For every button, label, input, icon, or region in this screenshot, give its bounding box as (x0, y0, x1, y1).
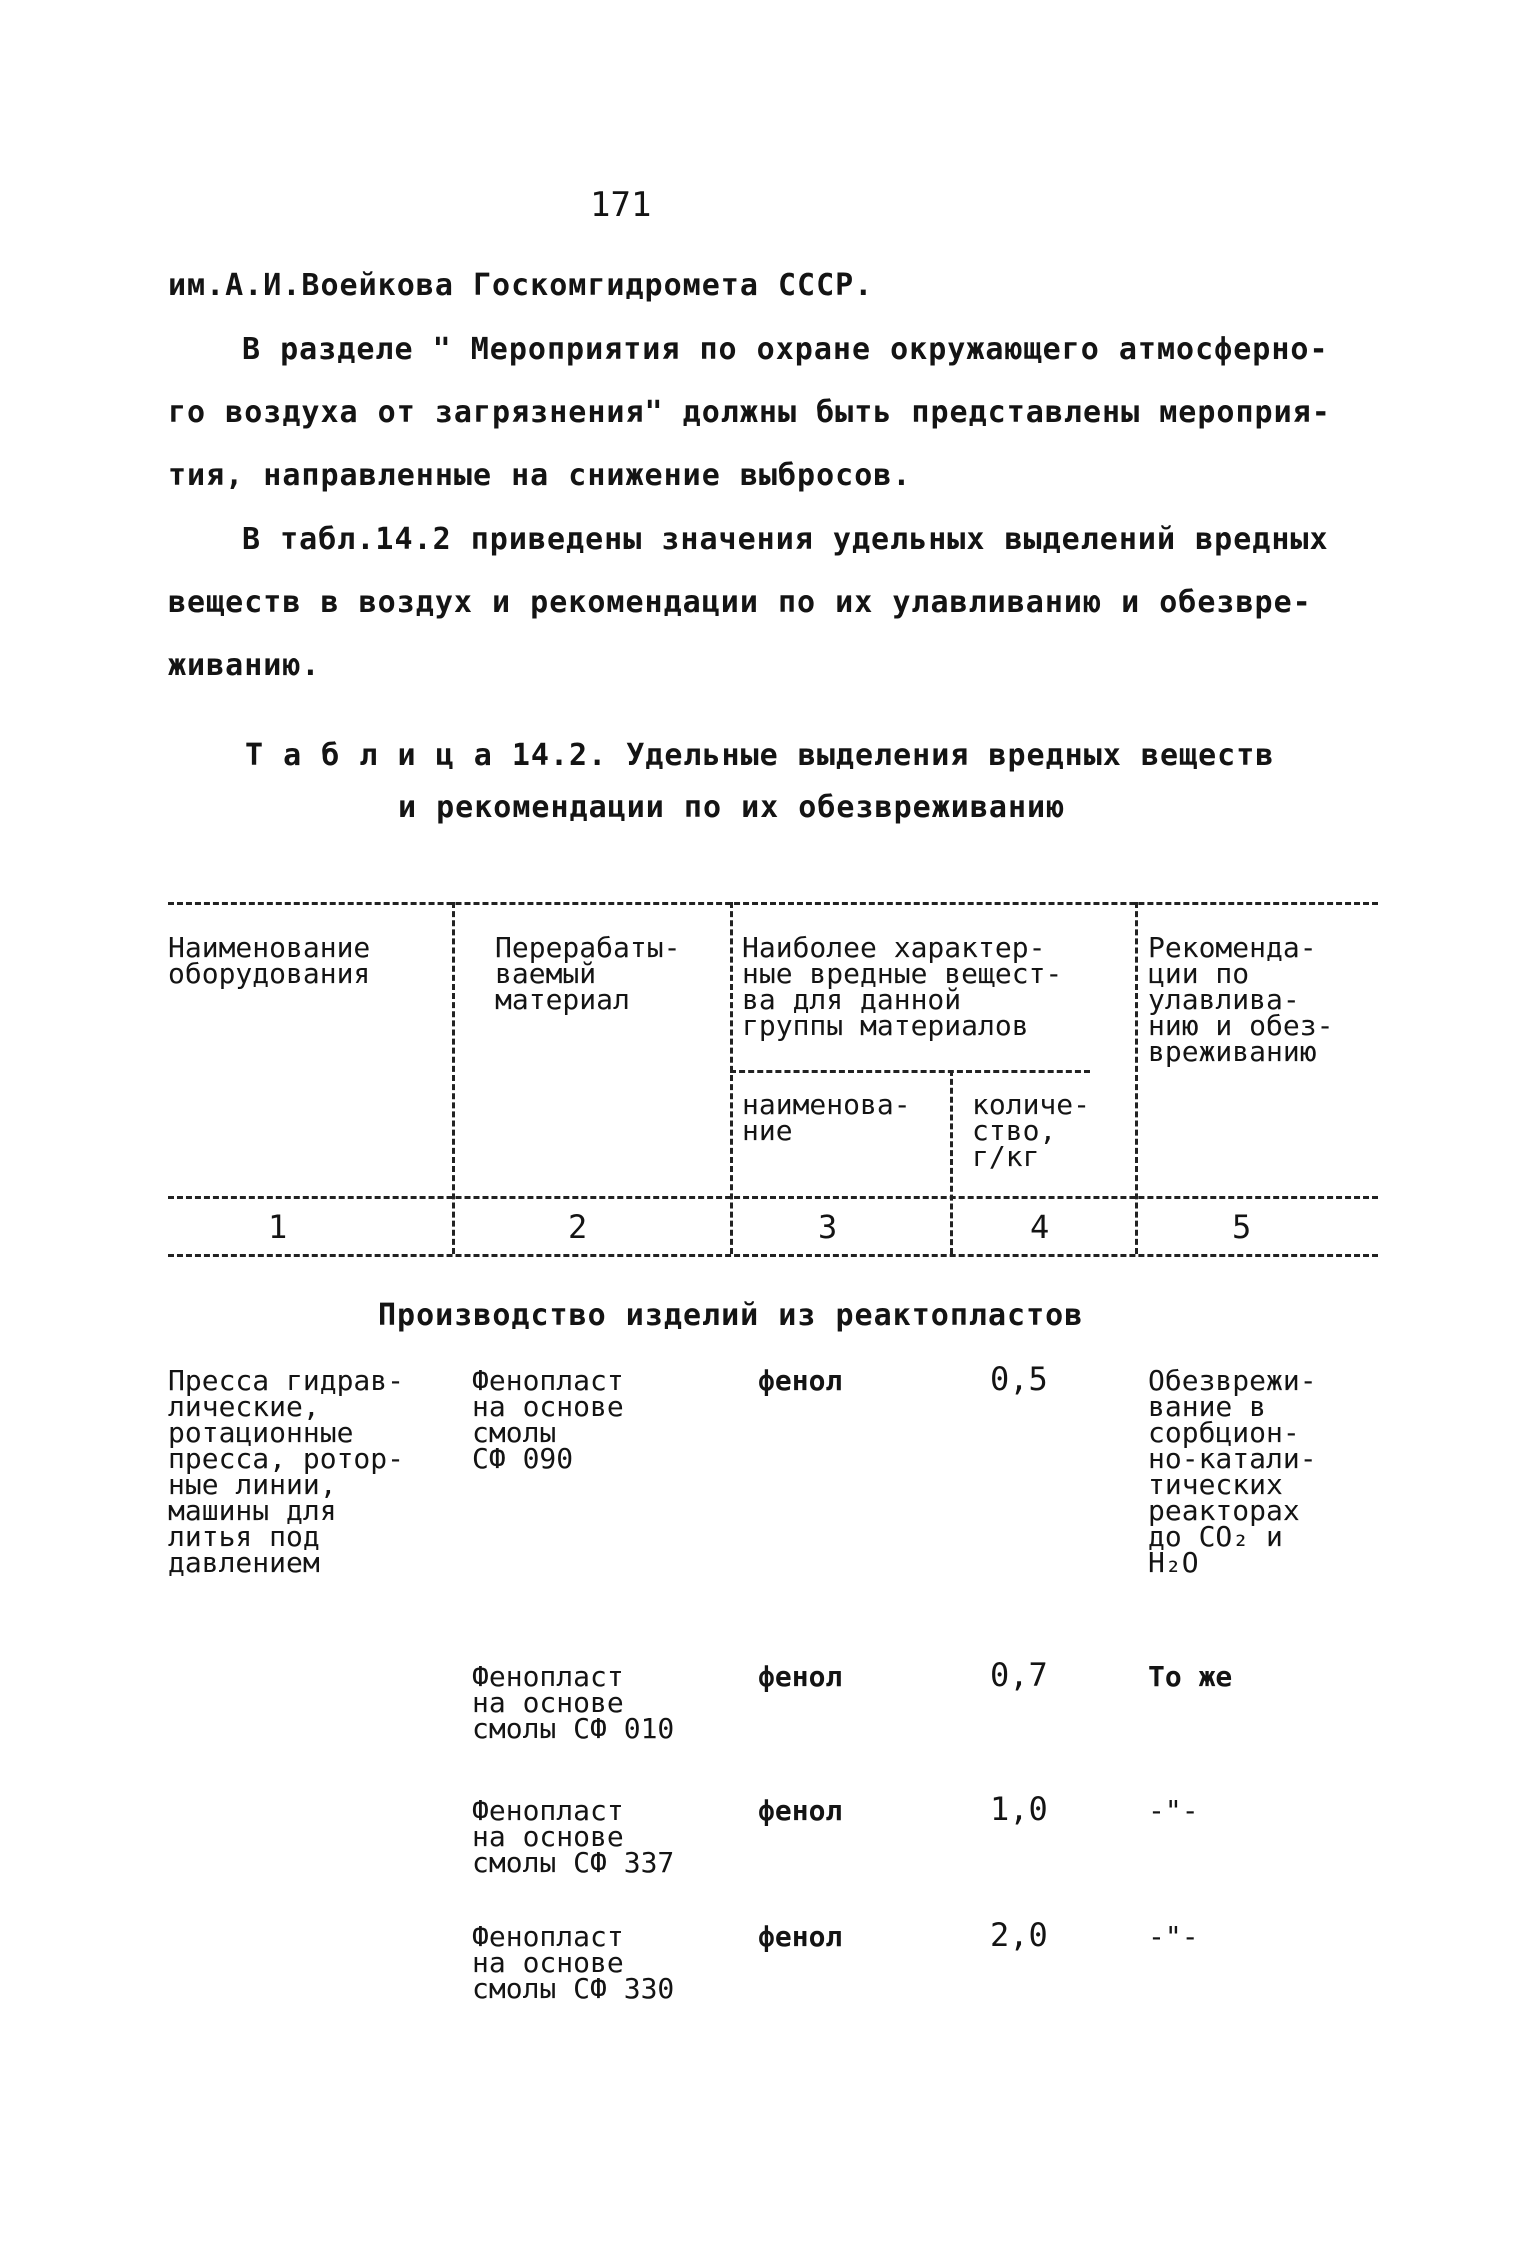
table-column-divider (452, 902, 455, 1254)
header-material: Перерабаты- ваемый материал (495, 931, 681, 1016)
table-top-rule (168, 902, 1378, 905)
material-cell: Фенопласт на основе смолы СФ 010 (472, 1660, 675, 1745)
column-number: 5 (1232, 1208, 1252, 1246)
column-number: 4 (1030, 1208, 1050, 1246)
amount-cell: 0,7 (990, 1656, 1048, 1694)
paragraph-line: им.А.И.Воейкова Госкомгидромета СССР. (168, 268, 874, 303)
table-caption-line2: и рекомендации по их обезвреживанию (398, 790, 1066, 825)
recommendation-cell: Обезврежи- вание в сорбцион- но-катали- тических реакторах до CO₂ и H₂O (1148, 1364, 1317, 1579)
material-cell: Фенопласт на основе смолы СФ 337 (472, 1794, 675, 1879)
recommendation-cell: -"- (1148, 1794, 1199, 1827)
page-number: 171 (590, 185, 652, 225)
column-number: 1 (268, 1208, 288, 1246)
table-column-numbers-rule (168, 1254, 1378, 1257)
section-title: Производство изделий из реактопластов (378, 1298, 1084, 1333)
table-column-divider (950, 1070, 953, 1254)
substance-cell: фенол (758, 1364, 843, 1397)
paragraph-line: го воздуха от загрязнения" должны быть представлены мероприя- (168, 395, 1331, 430)
header-quantity: количе- ство, г/кг (972, 1088, 1091, 1173)
table-subheader-rule (730, 1070, 1090, 1073)
amount-cell: 1,0 (990, 1790, 1048, 1828)
table-column-divider (1135, 902, 1138, 1254)
equipment-cell: Пресса гидрав- лические, ротационные пресса, ротор- ные линии, машины для литья под давлением (168, 1364, 405, 1579)
table-header-bottom-rule (168, 1196, 1378, 1199)
material-cell: Фенопласт на основе смолы СФ 330 (472, 1920, 675, 2005)
recommendation-cell: То же (1148, 1660, 1233, 1693)
header-substance-name: наименова- ние (742, 1088, 911, 1147)
paragraph-line: В табл.14.2 приведены значения удельных выделений вредных (242, 522, 1329, 557)
recommendation-cell: -"- (1148, 1920, 1199, 1953)
header-equipment: Наименование оборудования (168, 931, 371, 990)
header-recommendations: Рекоменда- ции по улавлива- нию и обез- вреживанию (1148, 931, 1334, 1068)
material-cell: Фенопласт на основе смолы СФ 090 (472, 1364, 624, 1475)
amount-cell: 0,5 (990, 1360, 1048, 1398)
paragraph-line: веществ в воздух и рекомендации по их улавливанию и обезвре- (168, 585, 1312, 620)
column-number: 3 (818, 1208, 838, 1246)
table-column-divider (730, 902, 733, 1254)
header-harmful-substances: Наиболее характер- ные вредные вещест- ва для данной группы материалов (742, 931, 1063, 1042)
substance-cell: фенол (758, 1920, 843, 1953)
table-caption-line1: Т а б л и ц а 14.2. Удельные выделения вредных веществ (245, 738, 1275, 773)
column-number: 2 (568, 1208, 588, 1246)
paragraph-line: В разделе " Мероприятия по охране окружающего атмосферно- (242, 332, 1329, 367)
amount-cell: 2,0 (990, 1916, 1048, 1954)
paragraph-line: тия, направленные на снижение выбросов. (168, 458, 912, 493)
substance-cell: фенол (758, 1660, 843, 1693)
paragraph-line: живанию. (168, 648, 321, 683)
substance-cell: фенол (758, 1794, 843, 1827)
